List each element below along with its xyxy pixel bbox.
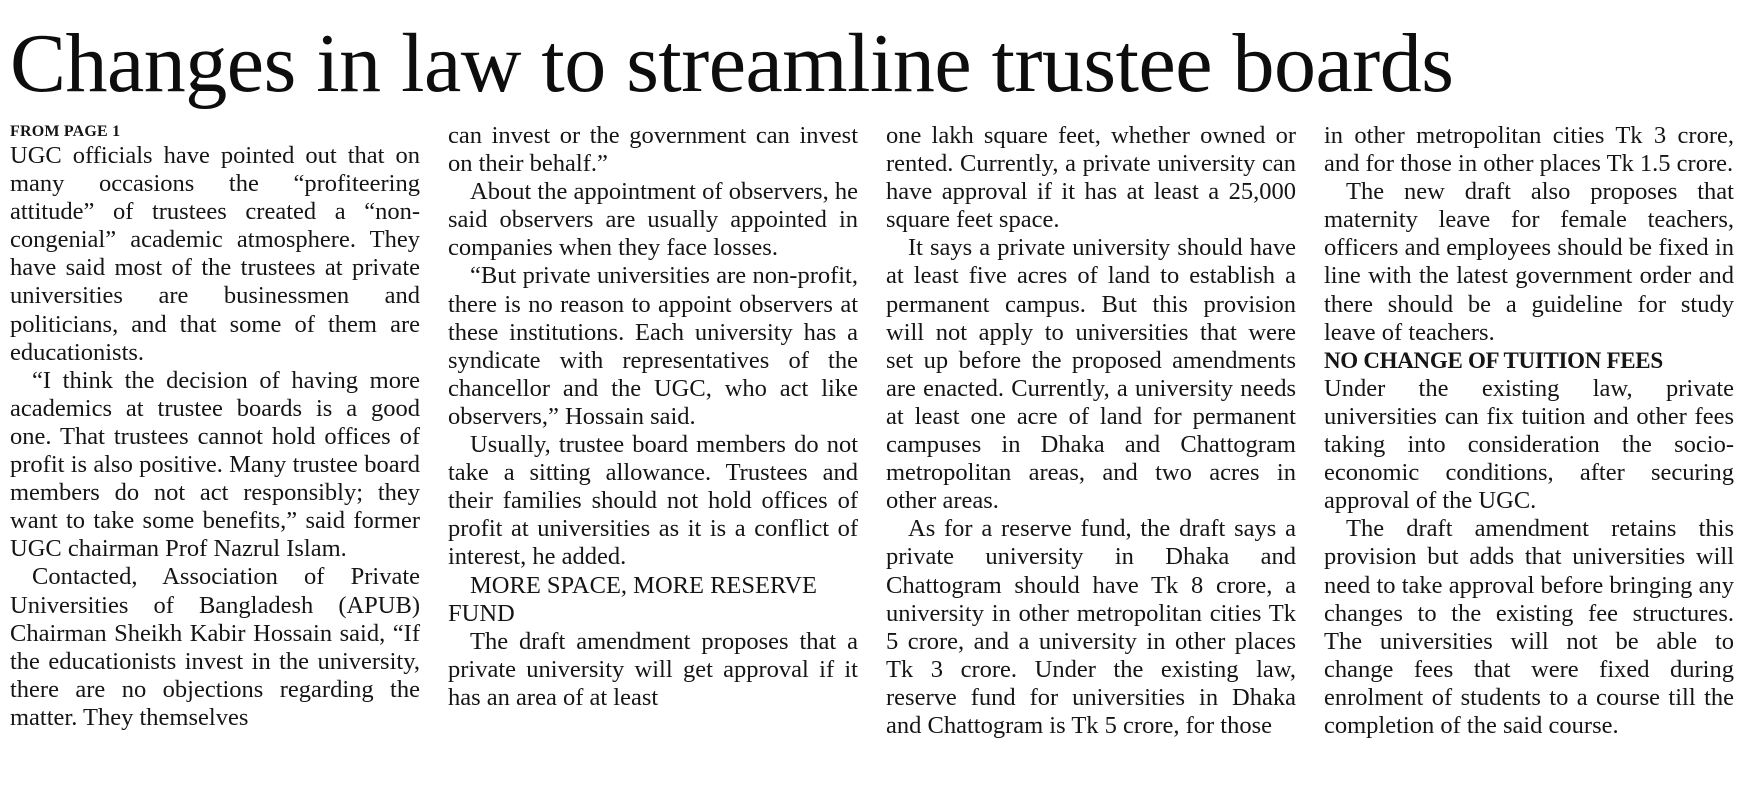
article-column-2 [448, 122, 858, 712]
paragraph: The draft amendment proposes that a private university will get approval if it has an area of at least [448, 627, 858, 711]
paragraph: Under the existing law, private universities can fix tuition and other fees taking into consideration the socio-economic conditions, after securing approval of the UGC. [1324, 374, 1734, 515]
paragraph: Usually, trustee board members do not take a sitting allowance. Trustees and their families should not hold offices of profit at universities as it is a conflict of interest, he added. [448, 431, 858, 571]
newspaper-clipping [10, 0, 1734, 812]
article-column-3 [886, 122, 1296, 740]
paragraph: About the appointment of observers, he said observers are usually appointed in companies when they face losses. [448, 178, 858, 262]
section-subhead: MORE SPACE, MORE RESERVE FUND [448, 571, 818, 627]
paragraph: can invest or the government can invest on their behalf.” [448, 122, 858, 178]
paragraph: The draft amendment retains this provision but adds that universities will need to take approval before bringing any changes to the existing fee structures. The universities will not be able to change fees that were fixed during enrolment of students to a course till the completion of the said course. [1324, 515, 1734, 739]
paragraph: “I think the decision of having more academics at trustee boards is a good one. That trustees cannot hold offices of profit is also positive. Many trustee board members do not act responsibly; they want to take some benefits,” said former UGC chairman Prof Nazrul Islam. [10, 366, 420, 563]
paragraph: The new draft also proposes that maternity leave for female teachers, officers and employees should be fixed in line with the latest government order and there should be a guideline for study leave of teachers. [1324, 178, 1734, 346]
paragraph: “But private universities are non-profit, there is no reason to appoint observers at these institutions. Each university has a syndicate with representatives of the chancellor and the UGC, who act like observers,” Hossain said. [448, 262, 858, 430]
section-subhead: NO CHANGE OF TUITION FEES [1324, 347, 1663, 373]
paragraph: It says a private university should have at least five acres of land to establish a permanent campus. But this provision will not apply to universities that were set up before the proposed amendments are enacted. Currently, a university needs at least one acre of land for permanent campuses in Dhaka and Chattogram metropolitan areas, and two acres in other areas. [886, 234, 1296, 515]
article-body [10, 122, 1734, 802]
paragraph: As for a reserve fund, the draft says a private university in Dhaka and Chattogram should have Tk 8 crore, a university in other metropolitan cities Tk 5 crore, and a university in other places Tk 3 crore. Under the existing law, reserve fund for universities in Dhaka and Chattogram is Tk 5 crore, for those [886, 515, 1296, 739]
paragraph: in other metropolitan cities Tk 3 crore, and for those in other places Tk 1.5 crore. [1324, 122, 1734, 178]
paragraph: Contacted, Association of Private Universities of Bangladesh (APUB) Chairman Sheikh Kabir Hossain said, “If the educationists invest in the university, there are no objections regarding the matter. They themselves [10, 563, 420, 731]
article-headline: Changes in law to streamline trustee boards [10, 17, 1454, 110]
continuation-kicker: FROM PAGE 1 [10, 123, 121, 140]
article-column-1 [10, 122, 420, 732]
paragraph: UGC officials have pointed out that on many occasions the “profiteering attitude” of trustees created a “non-congenial” academic atmosphere. They have said most of the trustees at private universities are businessmen and politicians, and that some of them are educationists. [10, 142, 420, 366]
article-column-4 [1324, 122, 1734, 740]
paragraph: one lakh square feet, whether owned or rented. Currently, a private university can have approval if it has at least a 25,000 square feet space. [886, 122, 1296, 234]
